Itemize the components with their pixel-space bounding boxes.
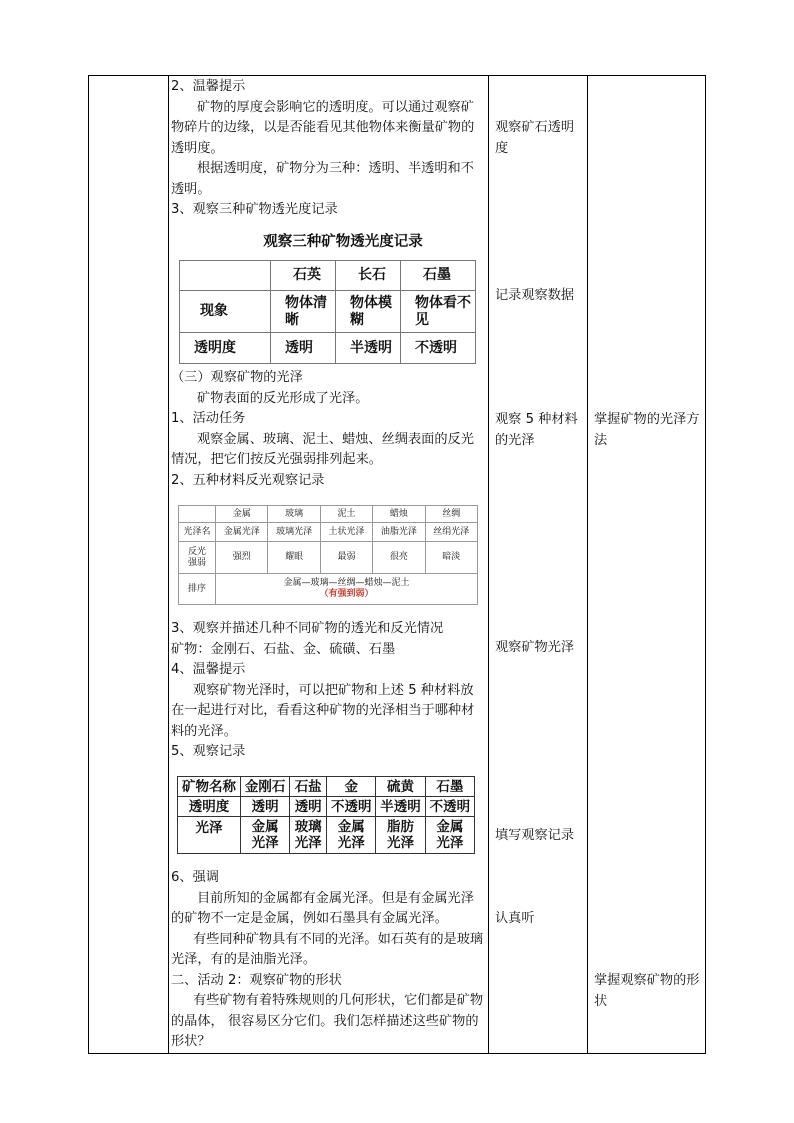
table-cell: 暗淡 [425, 542, 477, 574]
reflection-table [178, 505, 478, 605]
table-cell: 透明 [241, 797, 290, 817]
paragraph: 观察金属、玻璃、泥土、蜡烛、丝绸表面的反光情况，把它们按反光强弱排列起来。 [171, 431, 474, 467]
cell-text: 玻璃光泽 [294, 819, 322, 851]
table-cell [290, 817, 327, 854]
table-header: 金刚石 [241, 777, 290, 797]
table-cell [327, 817, 376, 854]
table-cell: 半透明 [376, 797, 425, 817]
order-note: （有强到弱） [319, 589, 374, 599]
table-cell [179, 506, 216, 523]
goal-2: 掌握观察矿物的形状 [594, 973, 700, 1009]
goal-1: 掌握矿物的光泽方法 [594, 412, 700, 448]
table-cell: 很亮 [373, 542, 425, 574]
row-label: 光泽名 [179, 523, 216, 542]
order-cell [216, 574, 478, 605]
table-cell: 物体清晰 [271, 291, 336, 333]
transparency-table [179, 260, 476, 364]
column-divider-1 [168, 76, 169, 1053]
row-label-text: 反光强弱 [187, 546, 206, 568]
section-heading: （三）观察矿物的光泽 [171, 370, 303, 385]
paragraph: 矿物的厚度会影响它的透明度。可以通过观察矿物碎片的边缘，以是否能看见其他物体来衡量矿物的透明度。 [171, 99, 475, 156]
paragraph: 根据透明度，矿物分为三种：透明、半透明和不透明。 [171, 161, 474, 197]
table-header: 金 [327, 777, 376, 797]
section-heading: 1、活动任务 [171, 411, 246, 426]
section-heading: 二、活动 2：观察矿物的形状 [171, 972, 342, 988]
table-cell: 不透明 [327, 797, 376, 817]
cell-text: 金属光泽 [436, 819, 464, 851]
student-activity-1: 观察矿石透明度 [495, 120, 575, 156]
observe-section [171, 619, 485, 763]
table-cell: 物体看不见 [401, 291, 476, 333]
table-cell: 玻璃光泽 [268, 523, 320, 542]
table-header: 石墨 [425, 777, 474, 797]
table-cell: 物体模糊 [336, 291, 401, 333]
table-cell: 透明 [271, 333, 336, 364]
paragraph: 矿物：金刚石、石盐、金、硫磺、石墨 [171, 641, 396, 657]
table-header: 硫黄 [376, 777, 425, 797]
table-cell: 半透明 [336, 333, 401, 364]
row-label: 排序 [179, 574, 216, 605]
student-activity-4: 观察矿物光泽 [495, 640, 575, 655]
section-heading: 2、五种材料反光观察记录 [171, 472, 325, 488]
table-cell: 透明 [290, 797, 327, 817]
table-cell: 不透明 [425, 797, 474, 817]
table-cell: 强烈 [216, 542, 268, 574]
table-cell [180, 261, 271, 291]
emphasis-section [171, 868, 485, 1053]
column-divider-2 [488, 76, 489, 1053]
table-header: 石墨 [401, 261, 476, 291]
row-label: 现象 [180, 291, 271, 333]
table-header: 泥土 [320, 506, 372, 523]
section-heading: 3、观察三种矿物透光度记录 [171, 202, 338, 217]
paragraph: 目前所知的金属都有金属光泽。但是有金属光泽的矿物不一定是金属，例如石墨具有金属光泽。 [171, 890, 474, 926]
table-header: 石盐 [290, 777, 327, 797]
student-activity-3: 观察 5 种材料的光泽 [495, 412, 578, 448]
row-label: 透明度 [180, 333, 271, 364]
table-cell: 丝绢光泽 [425, 523, 477, 542]
student-activity-5: 填写观察记录 [495, 828, 575, 843]
table-cell [425, 817, 474, 854]
mineral-record-table [177, 776, 475, 854]
section-heading: 6、强调 [171, 870, 219, 885]
paragraph: 矿物表面的反光形成了光泽。 [197, 390, 369, 406]
row-label [179, 542, 216, 574]
table-cell: 不透明 [401, 333, 476, 364]
table-header: 丝绸 [425, 506, 477, 523]
student-activity-2: 记录观察数据 [495, 288, 575, 303]
table-header: 蜡烛 [373, 506, 425, 523]
order-text: 金属—玻璃—丝绸—蜡烛—泥土 [283, 578, 410, 588]
cell-text: 脂肪光泽 [387, 819, 415, 851]
tips-section-1 [171, 77, 485, 221]
column-divider-3 [587, 76, 588, 1053]
table-cell [241, 817, 290, 854]
student-activity-6: 认真听 [495, 911, 535, 926]
table-header: 长石 [336, 261, 401, 291]
paragraph: 观察矿物光泽时，可以把矿物和上述 5 种材料放在一起进行对比，看看这种矿物的光泽相当于哪种材料的光泽。 [171, 682, 475, 739]
table-cell: 土状光泽 [320, 523, 372, 542]
section-heading: 4、温馨提示 [171, 662, 246, 677]
table-header: 矿物名称 [178, 777, 241, 797]
section-heading: 3、观察并描述几种不同矿物的透光和反光情况 [171, 621, 444, 636]
table-header: 金属 [216, 506, 268, 523]
table-cell: 油脂光泽 [373, 523, 425, 542]
paragraph: 有些同种矿物具有不同的光泽。如石英有的是玻璃光泽，有的是油脂光泽。 [171, 931, 484, 967]
paragraph: 有些矿物有着特殊规则的几何形状，它们都是矿物的晶体， 很容易区分它们。我们怎样描述这些矿物的形状？ [171, 993, 484, 1049]
row-label: 透明度 [178, 797, 241, 817]
table1-title: 观察三种矿物透光度记录 [263, 234, 423, 250]
cell-text: 金属光泽 [337, 819, 365, 851]
table-header: 石英 [271, 261, 336, 291]
table-cell [376, 817, 425, 854]
table-cell: 耀眼 [268, 542, 320, 574]
cell-text: 金属光泽 [251, 819, 279, 851]
table-cell: 最弱 [320, 542, 372, 574]
table-cell: 金属光泽 [216, 523, 268, 542]
section-heading: 2、温馨提示 [171, 79, 246, 94]
row-label: 光泽 [178, 817, 241, 854]
table-header: 玻璃 [268, 506, 320, 523]
section-heading: 5、观察记录 [171, 744, 246, 759]
luster-section [171, 368, 485, 491]
